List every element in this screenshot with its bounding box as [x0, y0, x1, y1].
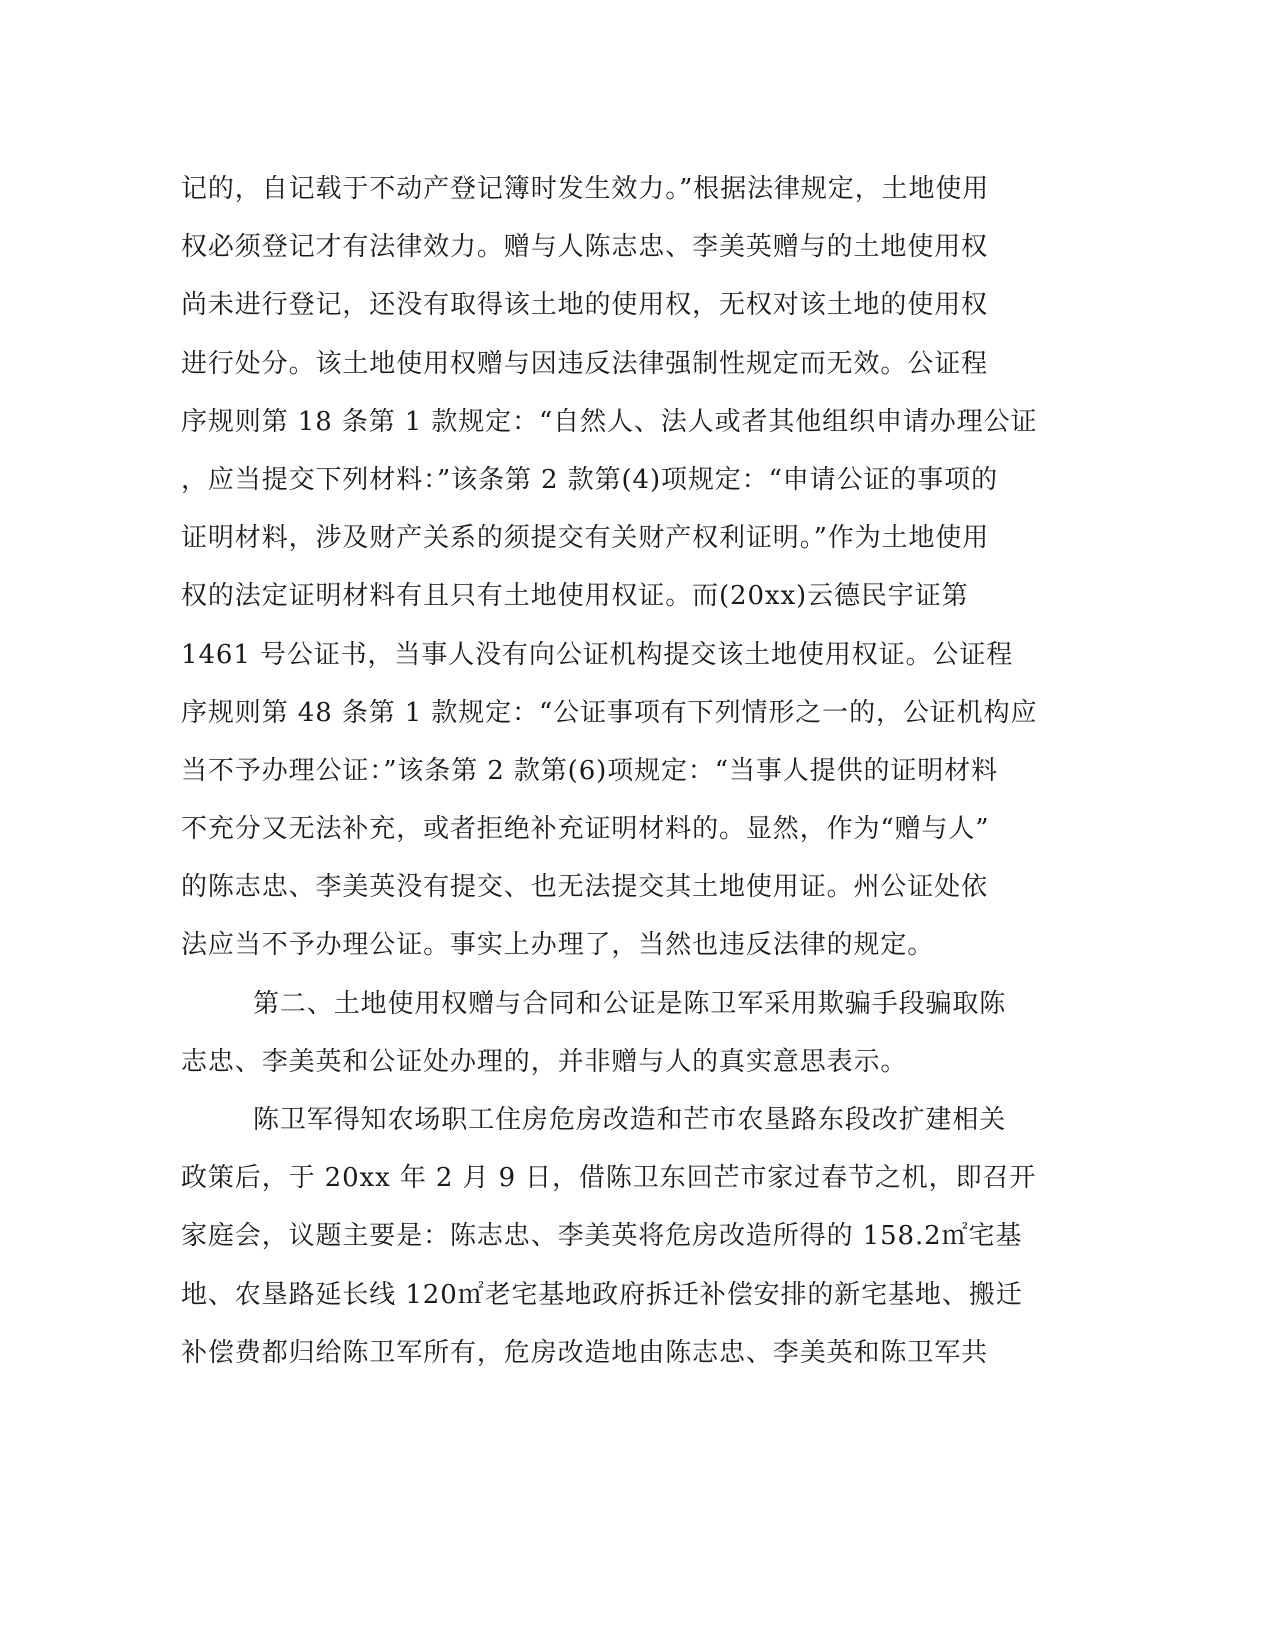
- text-line: 1461 号公证书，当事人没有向公证机构提交该土地使用权证。公证程: [181, 639, 1014, 670]
- text-line: 记的，自记载于不动产登记簿时发生效力。”根据法律规定，土地使用: [181, 174, 990, 204]
- text-line: 第二、土地使用权赠与合同和公证是陈卫军采用欺骗手段骗取陈: [253, 988, 1007, 1019]
- text-line: 地、农垦路延长线 120㎡老宅基地政府拆迁补偿安排的新宅基地、搬迁: [181, 1279, 1023, 1310]
- text-line: 的陈志忠、李美英没有提交、也无法提交其土地使用证。州公证处依: [181, 872, 989, 903]
- text-line: 序规则第 18 条第 1 款规定：“自然人、法人或者其他组织申请办理公证: [181, 406, 1038, 437]
- text-line: 补偿费都归给陈卫军所有，危房改造地由陈志忠、李美英和陈卫军共: [181, 1337, 989, 1368]
- document-body: [181, 160, 1041, 1382]
- text-line: 权必须登记才有法律效力。赠与人陈志忠、李美英赠与的土地使用权: [181, 232, 989, 263]
- text-line: 志忠、李美英和公证处办理的，并非赠与人的真实意思表示。: [181, 1046, 908, 1077]
- text-line: 尚未进行登记，还没有取得该土地的使用权，无权对该土地的使用权: [181, 290, 989, 321]
- text-line: 陈卫军得知农场职工住房危房改造和芒市农垦路东段改扩建相关: [253, 1105, 1007, 1135]
- text-line: 进行处分。该土地使用权赠与因违反法律强制性规定而无效。公证程: [181, 348, 989, 379]
- text-line: 序规则第 48 条第 1 款规定：“公证事项有下列情形之一的，公证机构应: [181, 697, 1038, 728]
- text-line: 政策后，于 20xx 年 2 月 9 日，借陈卫东回芒市家过春节之机，即召开: [181, 1163, 1037, 1194]
- text-line: 当不予办理公证：”该条第 2 款第(6)项规定：“当事人提供的证明材料: [181, 755, 998, 786]
- text-line: 法应当不予办理公证。事实上办理了，当然也违反法律的规定。: [181, 930, 935, 961]
- text-line: ，应当提交下列材料：”该条第 2 款第(4)项规定：“申请公证的事项的: [181, 464, 998, 495]
- text-line: 不充分又无法补充，或者拒绝补充证明材料的。显然，作为“赠与人”: [181, 814, 990, 845]
- text-line: 家庭会，议题主要是：陈志忠、李美英将危房改造所得的 158.2㎡宅基: [181, 1221, 1023, 1252]
- text-line: 权的法定证明材料有且只有土地使用权证。而(20xx)云德民宇证第: [181, 581, 969, 612]
- text-line: 证明材料，涉及财产关系的须提交有关财产权利证明。”作为土地使用: [181, 523, 990, 554]
